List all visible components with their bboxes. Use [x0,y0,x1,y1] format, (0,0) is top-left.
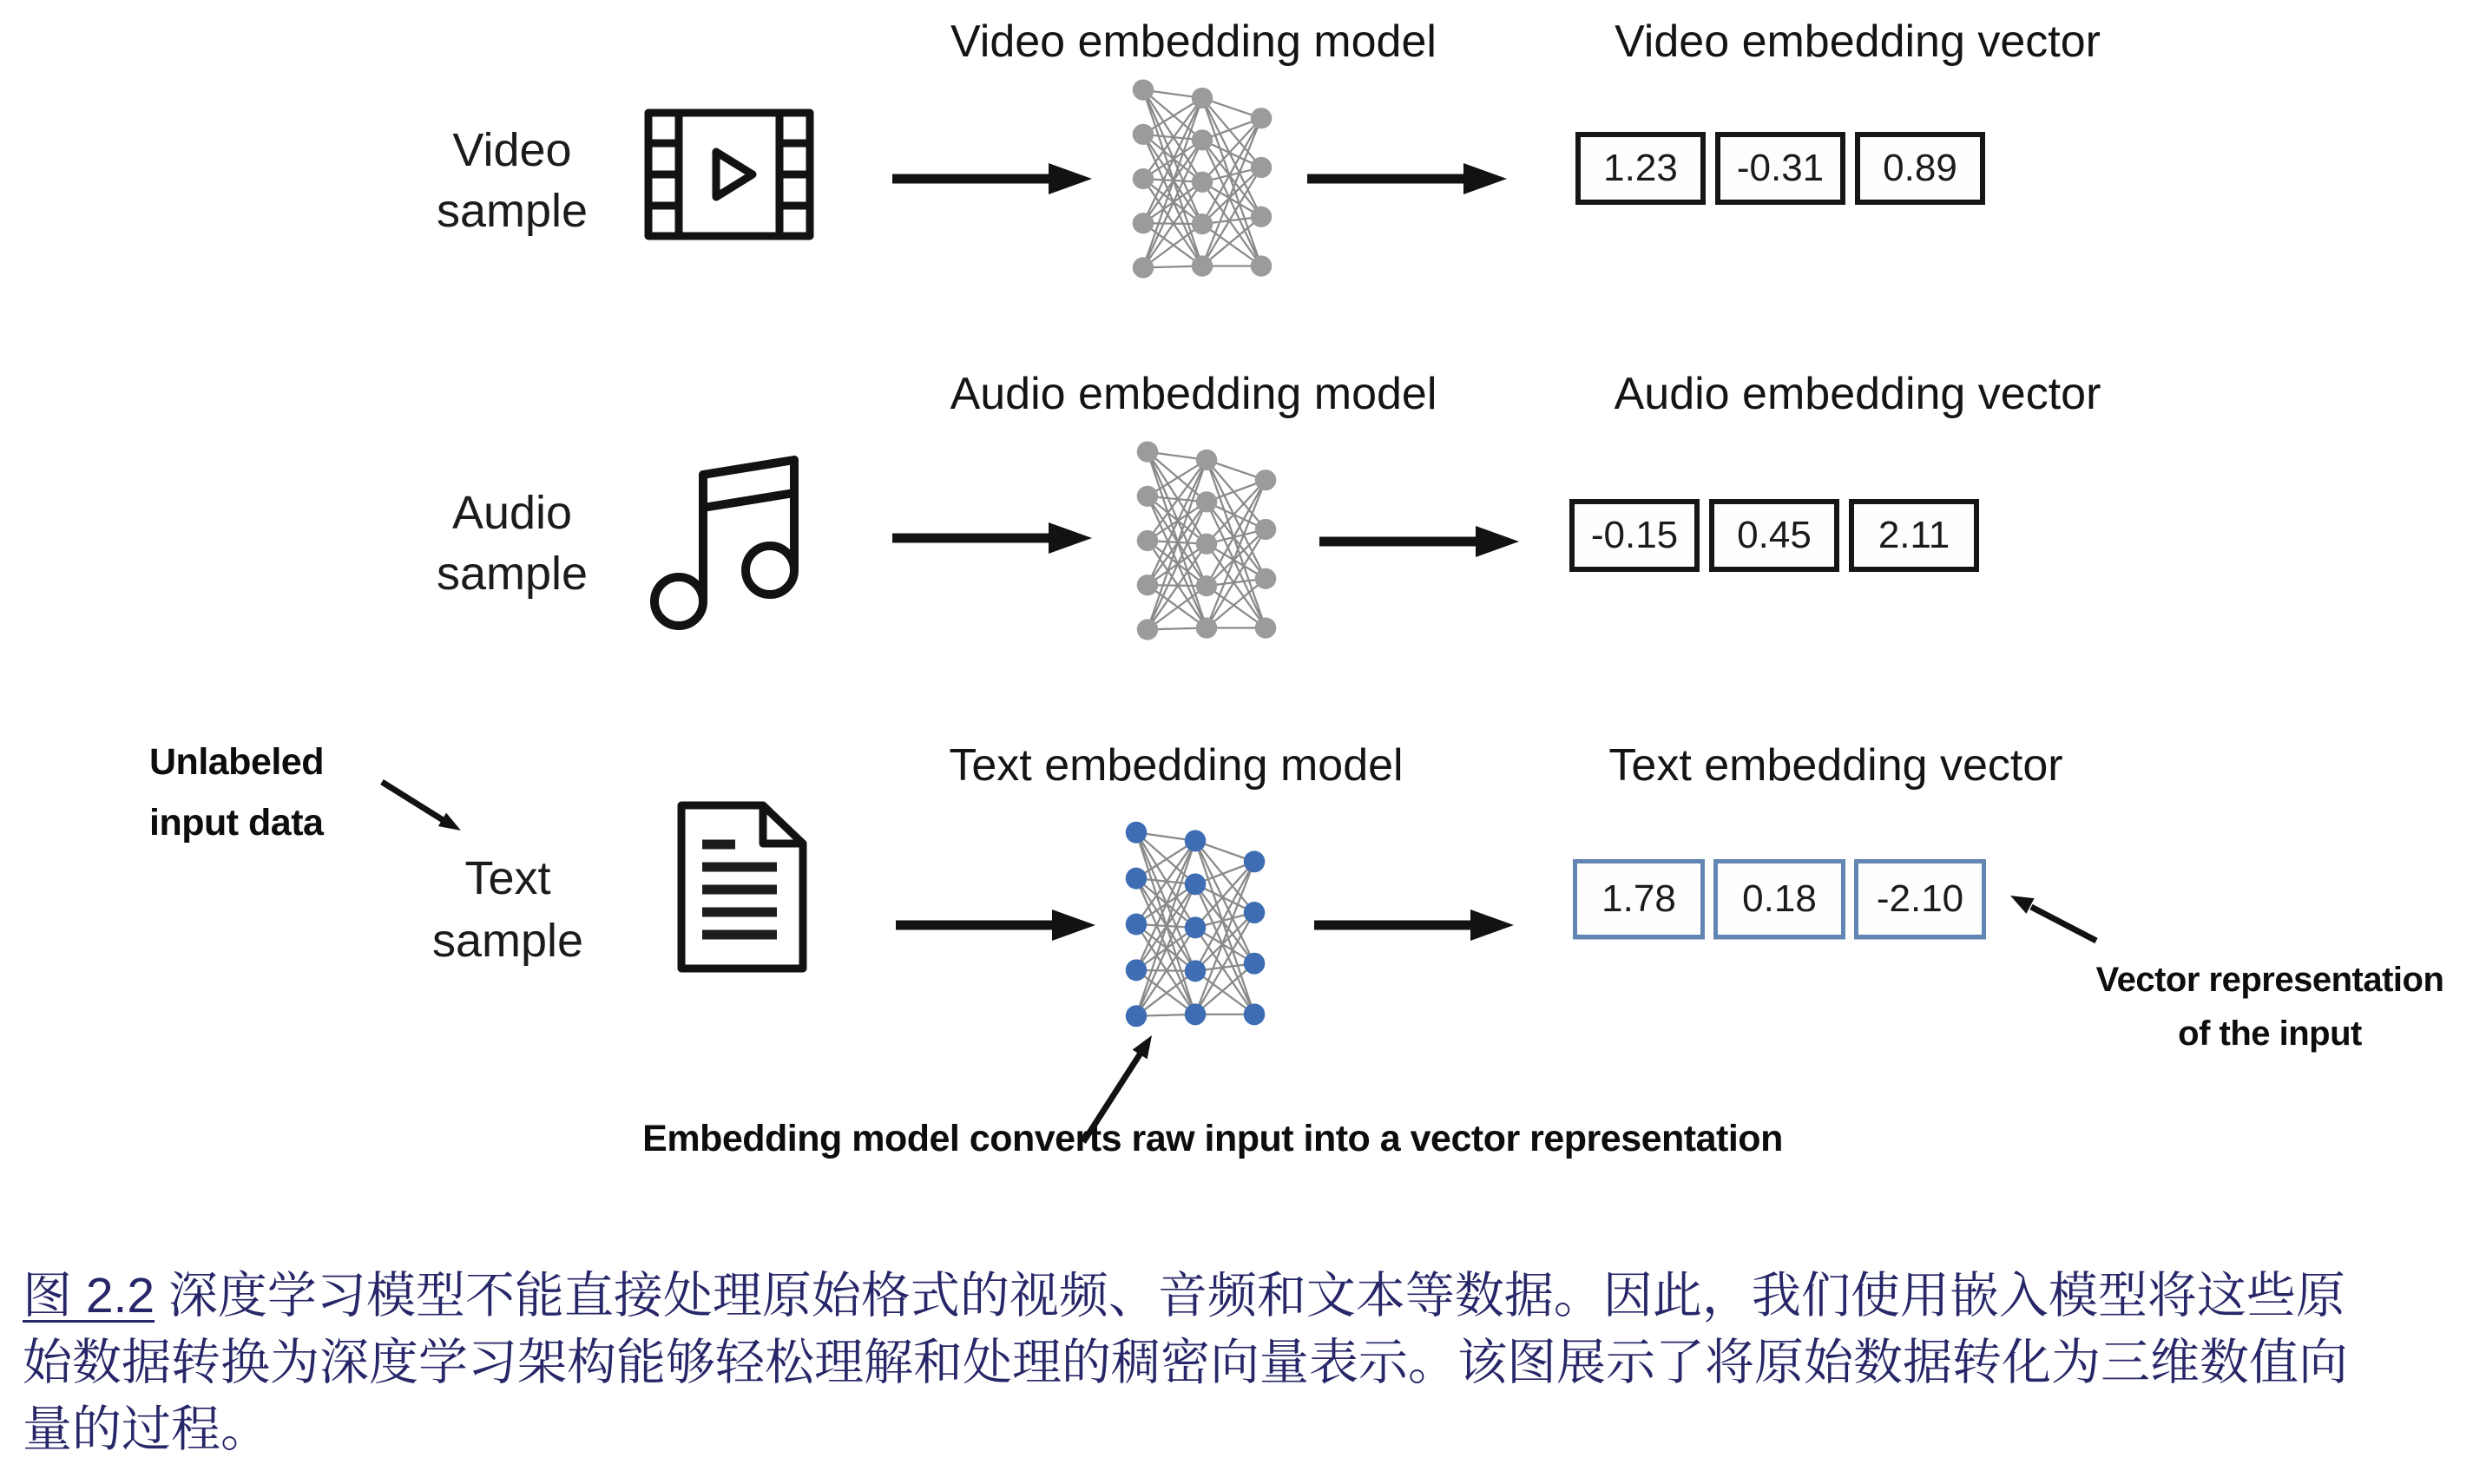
vector-cell: 2.11 [1849,499,1979,572]
arrow-right-icon [891,521,1092,555]
figure-number: 图 2.2 [23,1268,155,1323]
caption-line-1 [23,1263,2483,1330]
arrow-right-icon [1305,161,1507,196]
arrow-down-right-icon [375,775,475,844]
audio-neural-network-icon [1133,436,1280,646]
audio-sample-label [382,483,642,604]
video-sample-label [382,120,642,241]
text-model-title: Text embedding model [949,740,1404,791]
text-embedding-vector [1573,859,1986,939]
audio-sample-line1: Audio [451,487,573,539]
arrow-up-left-icon [1996,883,2105,953]
video-neural-network-icon [1128,74,1276,284]
vector-cell: 1.78 [1573,859,1705,939]
video-sample-line2: sample [436,185,589,237]
vector-cell: 0.89 [1855,132,1985,205]
unlabeled-line2: input data [149,802,324,844]
text-neural-network-icon [1121,816,1269,1033]
unlabeled-line1: Unlabeled [149,741,324,783]
caption-line-2: 始数据转换为深度学习架构能够轻松理解和处理的稠密向量表示。该图展示了将原始数据转化为三维数值向 [23,1335,2348,1390]
video-model-title: Video embedding model [950,16,1437,67]
audio-sample-line2: sample [436,548,589,600]
audio-vector-title: Audio embedding vector [1614,369,2101,419]
vector-cell: -0.31 [1715,132,1845,205]
vector-cell: -2.10 [1854,859,1986,939]
arrow-right-icon [891,161,1092,196]
arrow-right-icon [894,908,1095,942]
vector-cell: -0.15 [1569,499,1700,572]
caption-line-3: 量的过程。 [23,1402,270,1457]
embedding-model-note: Embedding model converts raw input into a vector representation [642,1118,1783,1159]
figure-caption [23,1263,2483,1463]
film-icon [644,108,814,240]
vector-rep-line1: Vector representation [2095,961,2444,999]
audio-embedding-vector [1569,499,1979,572]
video-embedding-vector [1575,132,1985,205]
vector-cell: 0.18 [1713,859,1845,939]
text-sample-line1: Text [464,852,551,904]
vector-rep-line2: of the input [2178,1015,2362,1053]
audio-model-title: Audio embedding model [950,369,1437,419]
video-sample-line1: Video [452,124,572,176]
vector-cell: 0.45 [1709,499,1839,572]
video-vector-title: Video embedding vector [1615,16,2101,67]
arrow-right-icon [1312,908,1514,942]
text-vector-title: Text embedding vector [1608,740,2063,791]
document-icon [674,800,810,974]
vector-cell: 1.23 [1575,132,1706,205]
vector-representation-label [2075,953,2465,1060]
unlabeled-input-data-label [149,732,410,853]
music-note-icon [647,449,820,631]
arrow-right-icon [1318,524,1519,559]
text-sample-line2: sample [431,915,584,967]
text-sample-label [378,847,638,972]
caption-line1-text: 深度学习模型不能直接处理原始格式的视频、音频和文本等数据。因此，我们使用嵌入模型将这些原 [168,1268,2345,1323]
